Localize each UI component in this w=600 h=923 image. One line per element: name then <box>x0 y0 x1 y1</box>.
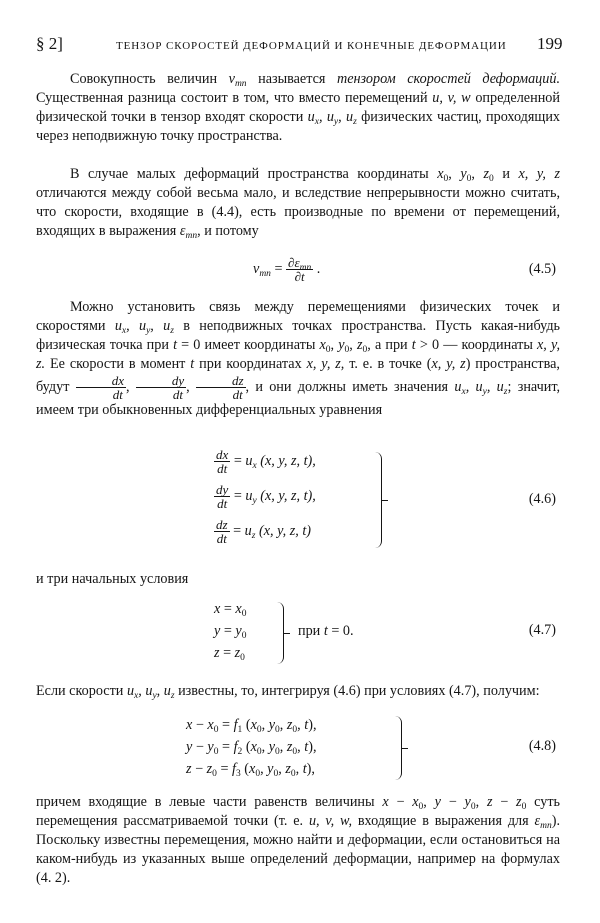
paragraph-4: и три начальных условия <box>36 571 189 587</box>
equation-number-4-6: (4.6) <box>528 491 556 507</box>
paragraph-3: Можно установить связь между перемещениями физических точек и скоростями $u_x$, $u_y$, $u_z$ в неподвижных точках пространства. Пусть какая-нибудь физическая точка при t = 0 имеет координаты $x_0$, $y_0$, $z_0$, а при t > 0 — координаты x, y, z. Ее скорости в момент t при координатах x, y, z, т. е. в точке (x, y, z) пространства, будут $\frac{dx}{dt}$ , $\frac{dy}{dt}$ , $\frac{dz}{dt}$ , и они должны иметь значения $u_x$, $u_y$, $u_z$; значит, имеем три обыкновенных дифференциальных уравнения <box>36 299 561 418</box>
equation-4-5: $v_{mn}$ = $\frac{\partial\varepsilon_{mn}}{\partial t}$ . <box>253 255 321 284</box>
equation-4-8-row-2: $y - y_0 = f_2$ ($x_0$, $y_0$, $z_0$, t), <box>186 739 317 757</box>
condition-t-zero: при t = 0. <box>298 623 354 639</box>
equation-number-4-5: (4.5) <box>528 261 556 277</box>
right-brace-4-7 <box>274 602 284 664</box>
equation-number-4-8: (4.8) <box>528 738 556 754</box>
equation-number-4-7: (4.7) <box>528 622 556 638</box>
paragraph-2: В случае малых деформаций пространства координаты $x_0$, $y_0$, $z_0$ и x, y, z отличаются между собой весьма мало, и вследствие непрерывности можно считать, что скорости, входящие в (4.4), есть производные по времени от перемещений, входящих в выражения $\varepsilon_{mn}$, и потому <box>36 166 560 241</box>
equation-4-8-row-1: $x - x_0 = f_1$ ($x_0$, $y_0$, $z_0$, t), <box>186 717 317 735</box>
equation-4-6-row-2: $\frac{dy}{dt}$ = $u_y$ (x, y, z, t), <box>216 482 316 511</box>
right-brace-4-6 <box>372 452 382 548</box>
equation-4-7-row-3: $z = z_0$ <box>214 645 245 663</box>
running-head: ТЕНЗОР СКОРОСТЕЙ ДЕФОРМАЦИЙ И КОНЕЧНЫЕ ДЕФОРМАЦИИ <box>116 40 507 52</box>
equation-4-7-row-1: $x = x_0$ <box>214 601 247 619</box>
right-brace-4-8 <box>392 716 402 780</box>
paragraph-5: Если скорости $u_x$, $u_y$, $u_z$ известны, то, интегрируя (4.6) при условиях (4.7), получим: <box>36 683 540 701</box>
equation-4-6-row-3: $\frac{dz}{dt}$ = $u_z$ (x, y, z, t) <box>216 517 312 546</box>
page-number: 199 <box>537 34 563 53</box>
paragraph-1: Совокупность величин $v_{mn}$ называется тензором скоростей деформаций. Существенная разница состоит в том, что вместо перемещений u, v, w определенной физической точки в тензор входят скорости $u_x$, $u_y$, $u_z$ физических частиц, проходящих через неподвижную точку пространства. <box>36 71 561 144</box>
equation-4-7-row-2: $y = y_0$ <box>214 623 247 641</box>
paragraph-6: причем входящие в левые части равенств величины $x - x_0$, $y - y_0$, $z - z_0$ суть перемещения рассматриваемой точки (т. е. u, v, w, входящие в выражения для $\varepsilon_{mn}$). Поскольку известны перемещения, можно найти и деформации, если остановиться на каком-нибудь из указанных выше определений деформации, например на формулах (4. 2). <box>36 794 560 886</box>
equation-4-6-row-1: $\frac{dx}{dt}$ = $u_x$ (x, y, z, t), <box>216 447 316 476</box>
section-marker: § 2] <box>36 34 63 53</box>
equation-4-8-row-3: $z - z_0 = f_3$ ($x_0$, $y_0$, $z_0$, t), <box>186 761 315 779</box>
